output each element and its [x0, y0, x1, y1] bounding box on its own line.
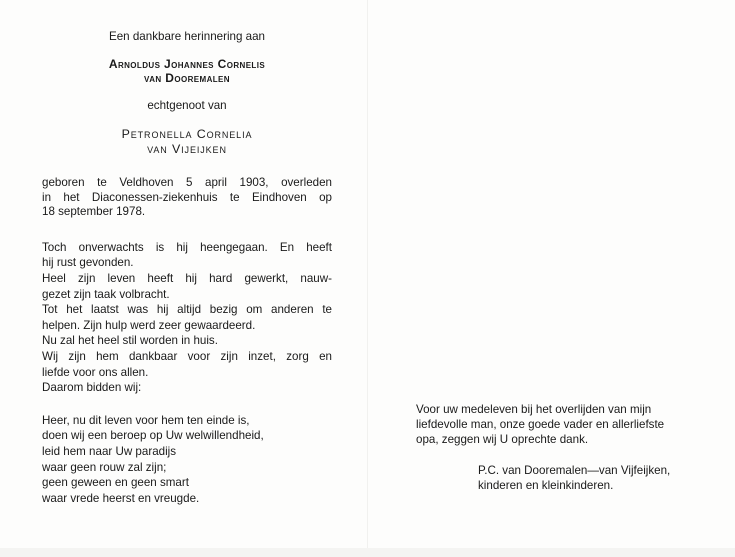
- spouse-name-line: van Vijeijken: [147, 142, 227, 156]
- biography: [42, 176, 332, 220]
- signature-line: kinderen en kleinkinderen.: [478, 479, 614, 493]
- memorial-text-line: Nu zal het heel stil worden in huis.: [42, 334, 218, 348]
- deceased-name: [42, 57, 332, 85]
- signature: [478, 463, 716, 494]
- memorial-text-line: helpen. Zijn hulp werd zeer gewaardeerd.: [42, 318, 256, 332]
- spouse-name-line: Petronella Cornelia: [121, 127, 253, 141]
- left-panel: [42, 30, 332, 506]
- memorial-text-line: Toch onverwachts is hij heengegaan. En heeft: [42, 240, 332, 254]
- thanks-text: [416, 402, 716, 448]
- intro-text: Een dankbare herinnering aan: [109, 30, 265, 43]
- prayer: [42, 413, 332, 507]
- biography-line: in het Diaconessen-ziekenhuis te Eindhoven op: [42, 190, 332, 204]
- prayer-line: leid hem naar Uw paradijs: [42, 444, 177, 458]
- right-panel: [416, 402, 716, 494]
- prayer-line: waar vrede heerst en vreugde.: [42, 491, 200, 505]
- deceased-name-line: van Dooremalen: [144, 71, 230, 85]
- deceased-name-line: Arnoldus Johannes Cornelis: [108, 57, 266, 71]
- prayer-line: waar geen rouw zal zijn;: [42, 460, 167, 474]
- prayer-line: Heer, nu dit leven voor hem ten einde is,: [42, 413, 250, 427]
- memorial-text-line: Wij zijn hem dankbaar voor zijn inzet, zorg en: [42, 349, 332, 363]
- thanks-line: liefdevolle man, onze goede vader en allerliefste: [416, 418, 665, 432]
- memorial-text-line: liefde voor ons allen.: [42, 365, 149, 379]
- memorial-text-line: gezet zijn taak volbracht.: [42, 287, 170, 301]
- thanks-line: opa, zeggen wij U oprechte dank.: [416, 433, 589, 447]
- biography-line: geboren te Veldhoven 5 april 1903, overleden: [42, 176, 332, 189]
- spouse-intro: echtgenoot van: [147, 99, 227, 112]
- prayer-line: doen wij een beroep op Uw welwillendheid,: [42, 429, 264, 443]
- memorial-text: [42, 240, 332, 396]
- thanks-line: Voor uw medeleven bij het overlijden van mijn: [416, 403, 652, 416]
- memorial-text-line: hij rust gevonden.: [42, 256, 134, 270]
- spouse-name: [42, 127, 332, 157]
- card-fold-line: [367, 0, 368, 557]
- biography-line: 18 september 1978.: [42, 205, 146, 219]
- memorial-text-line: Tot het laatst was hij altijd bezig om anderen te: [42, 303, 332, 317]
- prayer-line: geen geween en geen smart: [42, 476, 189, 490]
- card-bottom-edge: [0, 548, 735, 557]
- memorial-text-line: Heel zijn leven heeft hij hard gewerkt, nauw-: [42, 271, 332, 285]
- signature-line: P.C. van Dooremalen—van Vijfeijken,: [478, 463, 671, 477]
- memorial-text-line: Daarom bidden wij:: [42, 381, 142, 395]
